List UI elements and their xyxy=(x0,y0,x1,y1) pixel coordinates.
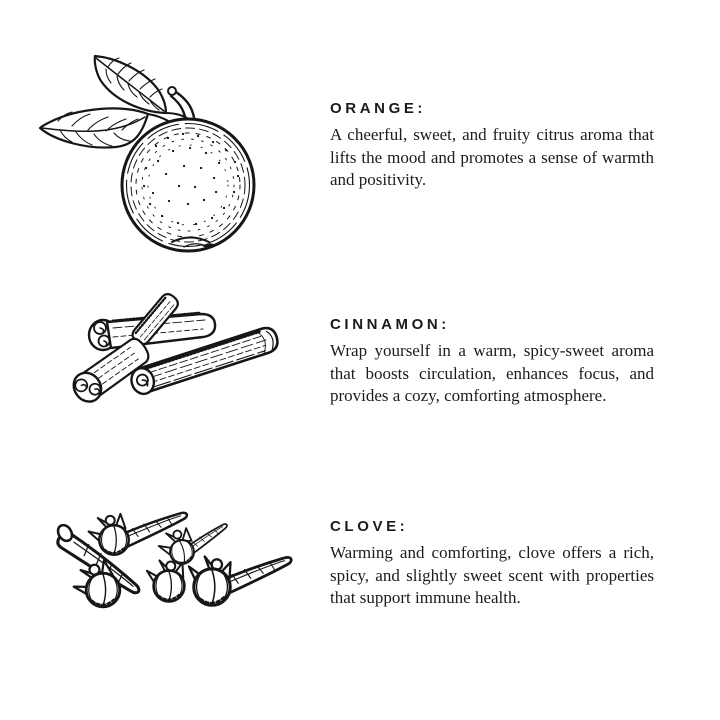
cinnamon-heading: CINNAMON: xyxy=(330,316,450,333)
clove-heading: CLOVE: xyxy=(330,518,409,535)
orange-copy xyxy=(330,100,654,192)
orange-heading: ORANGE: xyxy=(330,100,427,117)
cinnamon-illustration xyxy=(55,293,305,428)
clove-illustration xyxy=(30,478,312,648)
clove-copy xyxy=(330,518,654,610)
cinnamon-description: Wrap yourself in a warm, spicy-sweet aroma that boosts circulation, enhances focus, and provides a cozy, comforting atmosphere. xyxy=(330,341,654,405)
cloves-sketch-icon xyxy=(30,478,312,648)
cinnamon-sticks-sketch-icon xyxy=(55,293,305,428)
cinnamon-copy xyxy=(330,316,654,408)
orange-description: A cheerful, sweet, and fruity citrus aroma that lifts the mood and promotes a sense of warmth and positivity. xyxy=(330,125,654,189)
orange-sketch-icon xyxy=(38,46,293,261)
orange-illustration xyxy=(38,46,293,261)
clove-description: Warming and comforting, clove offers a rich, spicy, and slightly sweet scent with properties that support immune health. xyxy=(330,543,654,607)
